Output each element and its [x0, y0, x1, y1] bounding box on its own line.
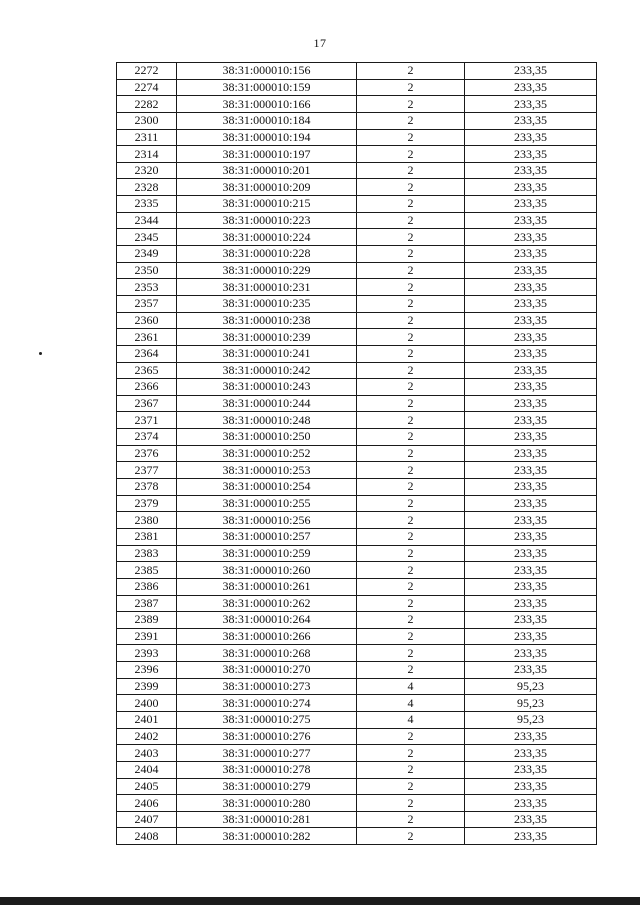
- cadastral-number-cell: 38:31:000010:276: [177, 728, 357, 745]
- table-row: [117, 662, 597, 679]
- cadastral-number-cell: 38:31:000010:184: [177, 112, 357, 129]
- row-number-cell: 2386: [117, 578, 177, 595]
- row-number-cell: 2381: [117, 528, 177, 545]
- amount-cell: 233,35: [465, 112, 597, 129]
- amount-cell: 233,35: [465, 379, 597, 396]
- cadastral-number-cell: 38:31:000010:279: [177, 778, 357, 795]
- quantity-cell: 2: [357, 728, 465, 745]
- amount-cell: 233,35: [465, 262, 597, 279]
- table-row: [117, 345, 597, 362]
- amount-cell: 233,35: [465, 578, 597, 595]
- row-number-cell: 2365: [117, 362, 177, 379]
- quantity-cell: 4: [357, 695, 465, 712]
- amount-cell: 233,35: [465, 645, 597, 662]
- quantity-cell: 2: [357, 63, 465, 80]
- cadastral-number-cell: 38:31:000010:250: [177, 429, 357, 446]
- table-row: [117, 112, 597, 129]
- row-number-cell: 2399: [117, 678, 177, 695]
- amount-cell: 233,35: [465, 212, 597, 229]
- quantity-cell: 2: [357, 379, 465, 396]
- amount-cell: 233,35: [465, 495, 597, 512]
- table-row: [117, 196, 597, 213]
- cadastral-number-cell: 38:31:000010:231: [177, 279, 357, 296]
- amount-cell: 233,35: [465, 295, 597, 312]
- table-row: [117, 79, 597, 96]
- quantity-cell: 2: [357, 79, 465, 96]
- cadastral-number-cell: 38:31:000010:252: [177, 445, 357, 462]
- amount-cell: 95,23: [465, 678, 597, 695]
- table-row: [117, 612, 597, 629]
- cadastral-number-cell: 38:31:000010:235: [177, 295, 357, 312]
- cadastral-number-cell: 38:31:000010:228: [177, 246, 357, 263]
- row-number-cell: 2385: [117, 562, 177, 579]
- cadastral-number-cell: 38:31:000010:238: [177, 312, 357, 329]
- cadastral-number-cell: 38:31:000010:159: [177, 79, 357, 96]
- quantity-cell: 2: [357, 262, 465, 279]
- row-number-cell: 2402: [117, 728, 177, 745]
- table-row: [117, 96, 597, 113]
- scan-artifact-dot: [39, 352, 42, 355]
- row-number-cell: 2374: [117, 429, 177, 446]
- table-row: [117, 329, 597, 346]
- amount-cell: 233,35: [465, 512, 597, 529]
- quantity-cell: 2: [357, 162, 465, 179]
- row-number-cell: 2349: [117, 246, 177, 263]
- quantity-cell: 4: [357, 711, 465, 728]
- cadastral-number-cell: 38:31:000010:201: [177, 162, 357, 179]
- amount-cell: 233,35: [465, 612, 597, 629]
- cadastral-number-cell: 38:31:000010:242: [177, 362, 357, 379]
- amount-cell: 233,35: [465, 129, 597, 146]
- row-number-cell: 2357: [117, 295, 177, 312]
- row-number-cell: 2393: [117, 645, 177, 662]
- row-number-cell: 2366: [117, 379, 177, 396]
- quantity-cell: 2: [357, 279, 465, 296]
- quantity-cell: 2: [357, 495, 465, 512]
- amount-cell: 233,35: [465, 63, 597, 80]
- row-number-cell: 2380: [117, 512, 177, 529]
- row-number-cell: 2282: [117, 96, 177, 113]
- table-row: [117, 695, 597, 712]
- quantity-cell: 2: [357, 229, 465, 246]
- quantity-cell: 2: [357, 329, 465, 346]
- amount-cell: 233,35: [465, 811, 597, 828]
- table-row: [117, 745, 597, 762]
- table-row: [117, 129, 597, 146]
- quantity-cell: 2: [357, 595, 465, 612]
- table-row: [117, 379, 597, 396]
- amount-cell: 233,35: [465, 96, 597, 113]
- cadastral-number-cell: 38:31:000010:274: [177, 695, 357, 712]
- table-row: [117, 495, 597, 512]
- table-row: [117, 362, 597, 379]
- row-number-cell: 2371: [117, 412, 177, 429]
- cadastral-number-cell: 38:31:000010:244: [177, 395, 357, 412]
- table-row: [117, 578, 597, 595]
- quantity-cell: 2: [357, 479, 465, 496]
- row-number-cell: 2404: [117, 761, 177, 778]
- row-number-cell: 2350: [117, 262, 177, 279]
- quantity-cell: 2: [357, 528, 465, 545]
- quantity-cell: 2: [357, 795, 465, 812]
- quantity-cell: 2: [357, 345, 465, 362]
- cadastral-number-cell: 38:31:000010:278: [177, 761, 357, 778]
- amount-cell: 233,35: [465, 429, 597, 446]
- quantity-cell: 2: [357, 745, 465, 762]
- table-row: [117, 63, 597, 80]
- table-row: [117, 595, 597, 612]
- quantity-cell: 2: [357, 362, 465, 379]
- row-number-cell: 2344: [117, 212, 177, 229]
- quantity-cell: 2: [357, 395, 465, 412]
- row-number-cell: 2405: [117, 778, 177, 795]
- amount-cell: 95,23: [465, 711, 597, 728]
- row-number-cell: 2274: [117, 79, 177, 96]
- amount-cell: 233,35: [465, 79, 597, 96]
- quantity-cell: 2: [357, 212, 465, 229]
- amount-cell: 233,35: [465, 778, 597, 795]
- quantity-cell: 2: [357, 612, 465, 629]
- quantity-cell: 2: [357, 645, 465, 662]
- row-number-cell: 2320: [117, 162, 177, 179]
- table-row: [117, 728, 597, 745]
- amount-cell: 233,35: [465, 445, 597, 462]
- table-row: [117, 811, 597, 828]
- page-number: 17: [313, 36, 327, 50]
- scan-edge-bar: [0, 897, 640, 905]
- amount-cell: 233,35: [465, 761, 597, 778]
- amount-cell: 233,35: [465, 545, 597, 562]
- table-row: [117, 395, 597, 412]
- cadastral-number-cell: 38:31:000010:229: [177, 262, 357, 279]
- table-row: [117, 628, 597, 645]
- row-number-cell: 2335: [117, 196, 177, 213]
- quantity-cell: 2: [357, 146, 465, 163]
- quantity-cell: 2: [357, 179, 465, 196]
- amount-cell: 233,35: [465, 528, 597, 545]
- quantity-cell: 2: [357, 429, 465, 446]
- row-number-cell: 2379: [117, 495, 177, 512]
- row-number-cell: 2387: [117, 595, 177, 612]
- row-number-cell: 2361: [117, 329, 177, 346]
- quantity-cell: 2: [357, 462, 465, 479]
- row-number-cell: 2311: [117, 129, 177, 146]
- amount-cell: 95,23: [465, 695, 597, 712]
- cadastral-number-cell: 38:31:000010:197: [177, 146, 357, 163]
- table-row: [117, 279, 597, 296]
- cadastral-number-cell: 38:31:000010:253: [177, 462, 357, 479]
- cadastral-number-cell: 38:31:000010:256: [177, 512, 357, 529]
- cadastral-number-cell: 38:31:000010:194: [177, 129, 357, 146]
- cadastral-number-cell: 38:31:000010:243: [177, 379, 357, 396]
- table-row: [117, 262, 597, 279]
- table-row: [117, 146, 597, 163]
- table-row: [117, 179, 597, 196]
- row-number-cell: 2300: [117, 112, 177, 129]
- table-row: [117, 312, 597, 329]
- quantity-cell: 2: [357, 312, 465, 329]
- cadastral-number-cell: 38:31:000010:224: [177, 229, 357, 246]
- quantity-cell: 2: [357, 811, 465, 828]
- row-number-cell: 2407: [117, 811, 177, 828]
- amount-cell: 233,35: [465, 795, 597, 812]
- table-row: [117, 645, 597, 662]
- cadastral-number-cell: 38:31:000010:275: [177, 711, 357, 728]
- amount-cell: 233,35: [465, 345, 597, 362]
- table-row: [117, 761, 597, 778]
- amount-cell: 233,35: [465, 412, 597, 429]
- cadastral-number-cell: 38:31:000010:248: [177, 412, 357, 429]
- quantity-cell: 2: [357, 412, 465, 429]
- amount-cell: 233,35: [465, 479, 597, 496]
- amount-cell: 233,35: [465, 462, 597, 479]
- table-row: [117, 445, 597, 462]
- row-number-cell: 2367: [117, 395, 177, 412]
- amount-cell: 233,35: [465, 562, 597, 579]
- amount-cell: 233,35: [465, 662, 597, 679]
- amount-cell: 233,35: [465, 312, 597, 329]
- table-row: [117, 229, 597, 246]
- quantity-cell: 2: [357, 578, 465, 595]
- amount-cell: 233,35: [465, 279, 597, 296]
- quantity-cell: 2: [357, 96, 465, 113]
- row-number-cell: 2383: [117, 545, 177, 562]
- quantity-cell: 2: [357, 445, 465, 462]
- cadastral-number-cell: 38:31:000010:223: [177, 212, 357, 229]
- table-row: [117, 429, 597, 446]
- table-row: [117, 479, 597, 496]
- amount-cell: 233,35: [465, 395, 597, 412]
- quantity-cell: 2: [357, 295, 465, 312]
- quantity-cell: 2: [357, 761, 465, 778]
- quantity-cell: 2: [357, 628, 465, 645]
- table-row: [117, 778, 597, 795]
- amount-cell: 233,35: [465, 362, 597, 379]
- table-body: [117, 63, 597, 845]
- cadastral-number-cell: 38:31:000010:260: [177, 562, 357, 579]
- cadastral-number-cell: 38:31:000010:270: [177, 662, 357, 679]
- row-number-cell: 2406: [117, 795, 177, 812]
- quantity-cell: 2: [357, 545, 465, 562]
- cadastral-number-cell: 38:31:000010:273: [177, 678, 357, 695]
- table-row: [117, 462, 597, 479]
- quantity-cell: 2: [357, 196, 465, 213]
- cadastral-number-cell: 38:31:000010:281: [177, 811, 357, 828]
- amount-cell: 233,35: [465, 329, 597, 346]
- quantity-cell: 2: [357, 129, 465, 146]
- amount-cell: 233,35: [465, 728, 597, 745]
- cadastral-number-cell: 38:31:000010:156: [177, 63, 357, 80]
- row-number-cell: 2391: [117, 628, 177, 645]
- amount-cell: 233,35: [465, 828, 597, 845]
- row-number-cell: 2396: [117, 662, 177, 679]
- table-row: [117, 512, 597, 529]
- table-row: [117, 711, 597, 728]
- row-number-cell: 2360: [117, 312, 177, 329]
- cadastral-number-cell: 38:31:000010:268: [177, 645, 357, 662]
- row-number-cell: 2389: [117, 612, 177, 629]
- table-row: [117, 562, 597, 579]
- cadastral-number-cell: 38:31:000010:262: [177, 595, 357, 612]
- cadastral-number-cell: 38:31:000010:215: [177, 196, 357, 213]
- row-number-cell: 2377: [117, 462, 177, 479]
- quantity-cell: 4: [357, 678, 465, 695]
- amount-cell: 233,35: [465, 196, 597, 213]
- row-number-cell: 2408: [117, 828, 177, 845]
- cadastral-number-cell: 38:31:000010:166: [177, 96, 357, 113]
- amount-cell: 233,35: [465, 146, 597, 163]
- cadastral-number-cell: 38:31:000010:259: [177, 545, 357, 562]
- row-number-cell: 2345: [117, 229, 177, 246]
- table-row: [117, 795, 597, 812]
- table-row: [117, 545, 597, 562]
- row-number-cell: 2364: [117, 345, 177, 362]
- amount-cell: 233,35: [465, 179, 597, 196]
- cadastral-number-cell: 38:31:000010:280: [177, 795, 357, 812]
- cadastral-number-cell: 38:31:000010:257: [177, 528, 357, 545]
- table-row: [117, 162, 597, 179]
- row-number-cell: 2328: [117, 179, 177, 196]
- row-number-cell: 2314: [117, 146, 177, 163]
- row-number-cell: 2401: [117, 711, 177, 728]
- quantity-cell: 2: [357, 662, 465, 679]
- table-row: [117, 828, 597, 845]
- table-row: [117, 412, 597, 429]
- quantity-cell: 2: [357, 246, 465, 263]
- table-row: [117, 678, 597, 695]
- row-number-cell: 2378: [117, 479, 177, 496]
- amount-cell: 233,35: [465, 229, 597, 246]
- cadastral-number-cell: 38:31:000010:266: [177, 628, 357, 645]
- amount-cell: 233,35: [465, 595, 597, 612]
- table-row: [117, 528, 597, 545]
- amount-cell: 233,35: [465, 745, 597, 762]
- table-row: [117, 212, 597, 229]
- quantity-cell: 2: [357, 828, 465, 845]
- amount-cell: 233,35: [465, 246, 597, 263]
- cadastral-number-cell: 38:31:000010:209: [177, 179, 357, 196]
- amount-cell: 233,35: [465, 162, 597, 179]
- row-number-cell: 2400: [117, 695, 177, 712]
- cadastral-number-cell: 38:31:000010:239: [177, 329, 357, 346]
- row-number-cell: 2376: [117, 445, 177, 462]
- row-number-cell: 2353: [117, 279, 177, 296]
- cadastral-number-cell: 38:31:000010:277: [177, 745, 357, 762]
- table-row: [117, 246, 597, 263]
- row-number-cell: 2403: [117, 745, 177, 762]
- cadastral-number-cell: 38:31:000010:261: [177, 578, 357, 595]
- data-table: [116, 62, 597, 845]
- cadastral-number-cell: 38:31:000010:241: [177, 345, 357, 362]
- cadastral-number-cell: 38:31:000010:282: [177, 828, 357, 845]
- table-row: [117, 295, 597, 312]
- quantity-cell: 2: [357, 512, 465, 529]
- quantity-cell: 2: [357, 112, 465, 129]
- cadastral-number-cell: 38:31:000010:255: [177, 495, 357, 512]
- amount-cell: 233,35: [465, 628, 597, 645]
- cadastral-number-cell: 38:31:000010:254: [177, 479, 357, 496]
- cadastral-number-cell: 38:31:000010:264: [177, 612, 357, 629]
- quantity-cell: 2: [357, 562, 465, 579]
- quantity-cell: 2: [357, 778, 465, 795]
- row-number-cell: 2272: [117, 63, 177, 80]
